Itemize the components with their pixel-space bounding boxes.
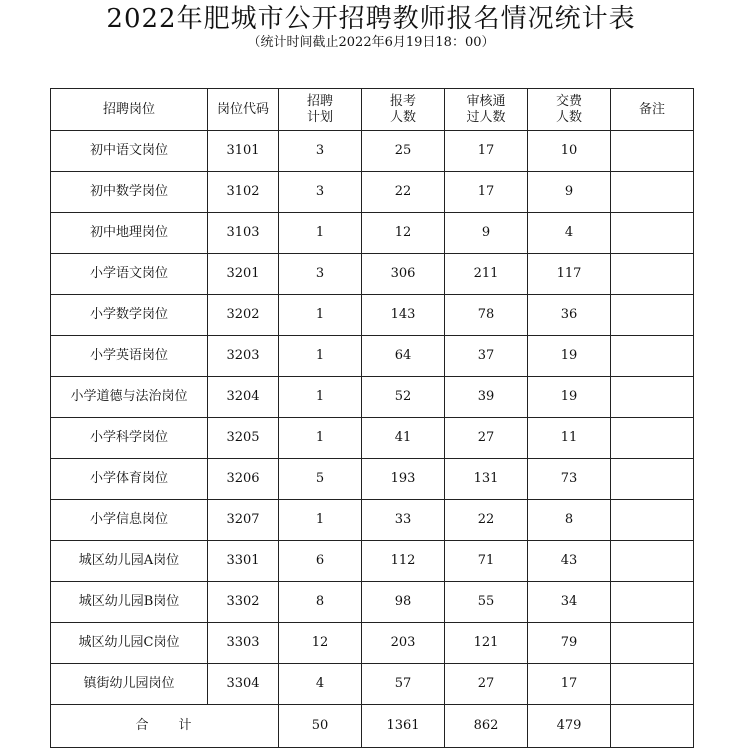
table-row: [51, 172, 694, 213]
cell-plan: 1: [279, 295, 362, 336]
statistics-table: [50, 88, 694, 748]
page-subtitle: （统计时间截止2022年6月19日18：00）: [247, 35, 495, 50]
cell-approved: 55: [445, 582, 528, 623]
total-plan: 50: [279, 705, 362, 748]
cell-plan: 3: [279, 172, 362, 213]
cell-approved: 78: [445, 295, 528, 336]
cell-code: 3302: [208, 582, 279, 623]
cell-plan: 8: [279, 582, 362, 623]
cell-plan: 5: [279, 459, 362, 500]
cell-remark: [611, 336, 694, 377]
cell-code: 3101: [208, 131, 279, 172]
table-row: [51, 295, 694, 336]
cell-remark: [611, 377, 694, 418]
header-approved: [445, 89, 528, 131]
cell-approved: 27: [445, 664, 528, 705]
cell-approved: 17: [445, 131, 528, 172]
cell-position: 城区幼儿园C岗位: [51, 623, 208, 664]
cell-position: 城区幼儿园A岗位: [51, 541, 208, 582]
cell-paid: 36: [528, 295, 611, 336]
cell-plan: 3: [279, 254, 362, 295]
cell-plan: 1: [279, 377, 362, 418]
cell-applied: 33: [362, 500, 445, 541]
cell-code: 3303: [208, 623, 279, 664]
cell-position: 初中数学岗位: [51, 172, 208, 213]
cell-position: 镇街幼儿园岗位: [51, 664, 208, 705]
total-label: [51, 705, 279, 748]
table-row: [51, 213, 694, 254]
cell-position: 小学信息岗位: [51, 500, 208, 541]
cell-applied: 193: [362, 459, 445, 500]
total-remark: [611, 705, 694, 748]
cell-position: 小学数学岗位: [51, 295, 208, 336]
header-applied: [362, 89, 445, 131]
header-code: 岗位代码: [208, 89, 279, 131]
header-paid: [528, 89, 611, 131]
cell-remark: [611, 459, 694, 500]
cell-plan: 6: [279, 541, 362, 582]
cell-approved: 27: [445, 418, 528, 459]
total-applied: 1361: [362, 705, 445, 748]
cell-applied: 64: [362, 336, 445, 377]
cell-plan: 3: [279, 131, 362, 172]
cell-remark: [611, 295, 694, 336]
table-header-row: [51, 89, 694, 131]
table-row: [51, 582, 694, 623]
cell-plan: 1: [279, 213, 362, 254]
cell-plan: 4: [279, 664, 362, 705]
cell-paid: 10: [528, 131, 611, 172]
cell-code: 3202: [208, 295, 279, 336]
cell-applied: 25: [362, 131, 445, 172]
table-row: [51, 623, 694, 664]
table-row: [51, 336, 694, 377]
table-row: [51, 131, 694, 172]
cell-remark: [611, 254, 694, 295]
cell-approved: 9: [445, 213, 528, 254]
cell-applied: 203: [362, 623, 445, 664]
cell-position: 小学体育岗位: [51, 459, 208, 500]
cell-approved: 37: [445, 336, 528, 377]
cell-remark: [611, 213, 694, 254]
total-label-part2: 计: [178, 718, 194, 733]
cell-plan: 1: [279, 336, 362, 377]
cell-position: 小学科学岗位: [51, 418, 208, 459]
header-remark: 备注: [611, 89, 694, 131]
cell-paid: 117: [528, 254, 611, 295]
cell-paid: 19: [528, 377, 611, 418]
table-row: [51, 254, 694, 295]
table-body: [51, 131, 694, 748]
cell-position: 城区幼儿园B岗位: [51, 582, 208, 623]
total-row: [51, 705, 694, 748]
header-paid-line2: 人数: [555, 109, 582, 125]
cell-applied: 12: [362, 213, 445, 254]
table-row: [51, 500, 694, 541]
cell-code: 3102: [208, 172, 279, 213]
header-applied-line1: 报考: [389, 93, 416, 109]
header-applied-line2: 人数: [389, 109, 416, 125]
cell-remark: [611, 131, 694, 172]
cell-code: 3201: [208, 254, 279, 295]
cell-remark: [611, 582, 694, 623]
total-label-part1: 合: [135, 718, 151, 733]
cell-plan: 1: [279, 418, 362, 459]
cell-applied: 98: [362, 582, 445, 623]
header-approved-line1: 审核通: [466, 93, 506, 109]
cell-code: 3301: [208, 541, 279, 582]
header-plan-line1: 招聘: [306, 93, 333, 109]
cell-code: 3206: [208, 459, 279, 500]
cell-paid: 8: [528, 500, 611, 541]
cell-approved: 121: [445, 623, 528, 664]
cell-position: 初中地理岗位: [51, 213, 208, 254]
cell-remark: [611, 664, 694, 705]
cell-position: 小学英语岗位: [51, 336, 208, 377]
cell-approved: 211: [445, 254, 528, 295]
cell-code: 3203: [208, 336, 279, 377]
cell-position: 初中语文岗位: [51, 131, 208, 172]
header-position: 招聘岗位: [51, 89, 208, 131]
cell-position: 小学语文岗位: [51, 254, 208, 295]
cell-plan: 12: [279, 623, 362, 664]
table-row: [51, 459, 694, 500]
cell-remark: [611, 418, 694, 459]
cell-paid: 19: [528, 336, 611, 377]
cell-remark: [611, 623, 694, 664]
table-row: [51, 418, 694, 459]
header-plan-line2: 计划: [306, 109, 333, 125]
cell-applied: 52: [362, 377, 445, 418]
cell-code: 3207: [208, 500, 279, 541]
cell-remark: [611, 172, 694, 213]
cell-paid: 9: [528, 172, 611, 213]
total-approved: 862: [445, 705, 528, 748]
page-title: 2022年肥城市公开招聘教师报名情况统计表: [106, 4, 636, 34]
header-approved-line2: 过人数: [466, 109, 506, 125]
cell-paid: 73: [528, 459, 611, 500]
cell-approved: 39: [445, 377, 528, 418]
total-paid: 479: [528, 705, 611, 748]
header-plan: [279, 89, 362, 131]
cell-position: 小学道德与法治岗位: [51, 377, 208, 418]
cell-applied: 57: [362, 664, 445, 705]
cell-remark: [611, 541, 694, 582]
header-paid-line1: 交费: [555, 93, 582, 109]
cell-approved: 131: [445, 459, 528, 500]
cell-applied: 112: [362, 541, 445, 582]
cell-paid: 34: [528, 582, 611, 623]
table-row: [51, 664, 694, 705]
cell-approved: 17: [445, 172, 528, 213]
cell-code: 3205: [208, 418, 279, 459]
table-row: [51, 541, 694, 582]
cell-paid: 43: [528, 541, 611, 582]
cell-approved: 22: [445, 500, 528, 541]
cell-paid: 4: [528, 213, 611, 254]
cell-paid: 11: [528, 418, 611, 459]
cell-code: 3304: [208, 664, 279, 705]
cell-paid: 17: [528, 664, 611, 705]
cell-code: 3204: [208, 377, 279, 418]
cell-plan: 1: [279, 500, 362, 541]
cell-applied: 306: [362, 254, 445, 295]
cell-applied: 41: [362, 418, 445, 459]
cell-paid: 79: [528, 623, 611, 664]
table-row: [51, 377, 694, 418]
cell-approved: 71: [445, 541, 528, 582]
cell-applied: 143: [362, 295, 445, 336]
cell-code: 3103: [208, 213, 279, 254]
cell-applied: 22: [362, 172, 445, 213]
cell-remark: [611, 500, 694, 541]
